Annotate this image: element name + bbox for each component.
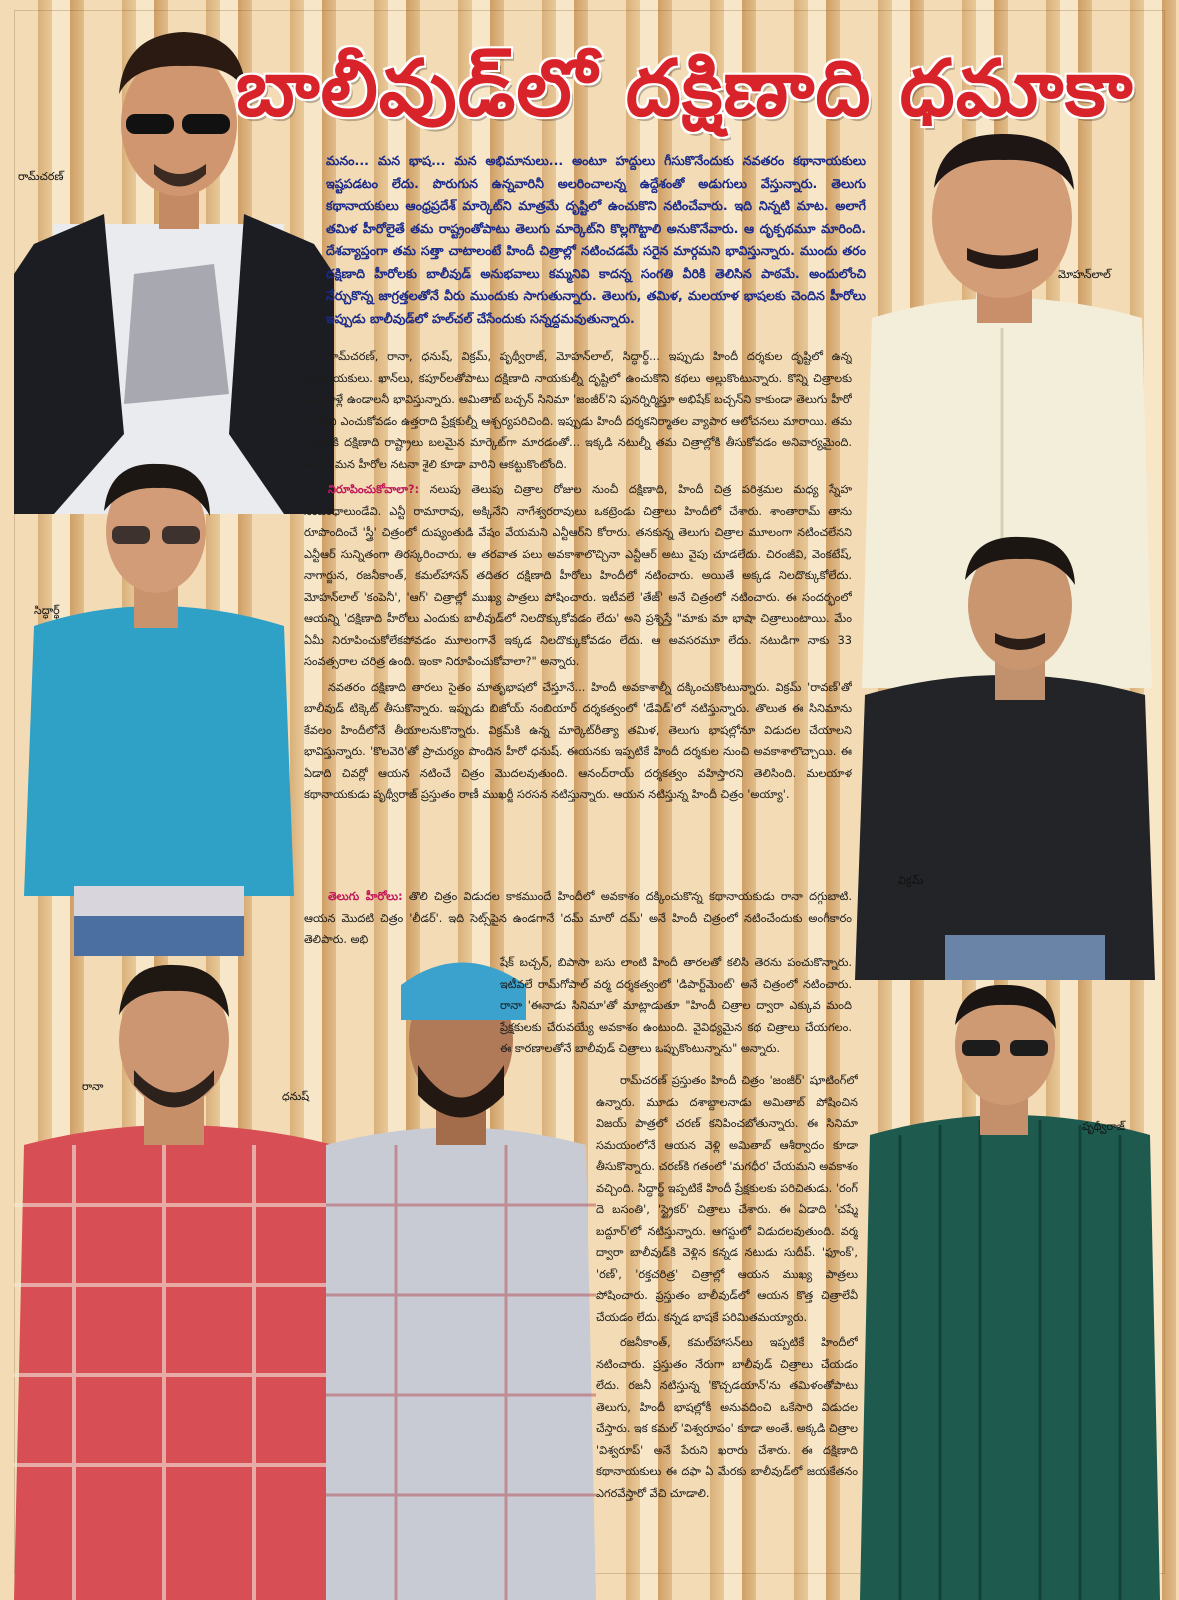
article-paragraph: షేక్‌ బచ్చన్‌, బిపాసా బసు లాంటి హిందీ తారలతో కలిసి తెరను పంచుకొన్నారు. ఇటీవలే రామ్‌గోపాల్‌ వర్మ దర్శకత్వంలో 'డిపార్ట్‌మెంట్‌' అనే చిత్రంలో నటించారు. రానా 'ఈనాడు సినిమా'తో మాట్లాడుతూ "హిందీ చిత్రాల ద్వారా ఎక్కువ మంది ప్రేక్షకులకు చేరువయ్యే అవకాశం ఉంటుంది. వైవిధ్యమైన కథ చిత్రాలు చేయగలం. ఈ కారణాలతోనే బాలీవుడ్‌ చిత్రాలు ఒప్పుకొంటున్నాను" అన్నారు. <box>500 956 852 1055</box>
subhead-niroopinchukovala: నిరూపించుకోవాలా?: <box>328 483 420 496</box>
caption-ramcharan: రామ్‌చరణ్‌ <box>18 170 64 183</box>
article-paragraph: రామ్‌చరణ్‌ ప్రస్తుతం హిందీ చిత్రం 'జంజీర్‌' షూటింగ్‌లో ఉన్నారు. మూడు దశాబ్దాలనాడు అమితాబ్‌ పోషించిన విజయ్‌ పాత్రలో చరణ్‌ కనిపించబోతున్నారు. ఈ సినిమా సమయంలోనే ఆయన వెళ్లి అమితాబ్‌ ఆశీర్వాదం కూడా తీసుకొన్నారు. చరణ్‌కి గతంలో 'మగధీర' చేయమని అవకాశం వచ్చింది. సిద్ధార్థ్‌ ఇప్పటికే హిందీ ప్రేక్షకులకు పరిచితుడు. 'రంగ్‌ దె బసంతి', 'స్ట్రైకర్‌' చిత్రాలు చేశారు. ఈ ఏడాది 'చష్మే బద్దూర్‌'లో నటిస్తున్నారు. ఆగస్టులో విడుదలవుతుంది. వర్మ ద్వారా బాలీవుడ్‌కి వెళ్లిన కన్నడ నటుడు సుదీప్‌. 'ఫూంక్‌', 'రణ్‌', 'రక్తచరిత్ర' చిత్రాల్లో ఆయన ముఖ్య పాత్రలు పోషించారు. ప్రస్తుతం బాలీవుడ్‌లో ఆయన కొత్త చిత్రాలేవీ చేయడం లేదు. కన్నడ భాషకే పరిమితమయ్యారు. <box>596 1074 858 1324</box>
article-paragraph: రజనీకాంత్‌, కమల్‌హాసన్‌లు ఇప్పటికే హిందీలో నటించారు. ప్రస్తుతం నేరుగా బాలీవుడ్‌ చిత్రాలు చేయడం లేదు. రజనీ నటిస్తున్న 'కొచ్చడయాన్‌'ను తమిళంతోపాటు తెలుగు, హిందీ భాషల్లోకీ అనువదించి ఒకేసారి విడుదల చేస్తారు. ఇక కమల్‌ 'విశ్వరూపం' కూడా అంతే. అక్కడి చిత్రాల 'విశ్వరూప్‌' అనే పేరుని ఖరారు చేశారు. ఈ దక్షిణాది కథానాయకులు ఈ దఫా ఏ మేరకు బాలీవుడ్‌లో జయకేతనం ఎగరవేస్తారో వేచి చూడాలి. <box>596 1336 858 1500</box>
caption-vikram: విక్రమ్‌ <box>898 874 924 887</box>
photo-siddharth <box>14 456 304 956</box>
intro-paragraph: మనం... మన భాష... మన అభిమానులు... అంటూ హద్దులు గీసుకొనేందుకు నవతరం కథానాయకులు ఇష్టపడటం లేదు. పొరుగున ఉన్నవారినీ అలరించాలన్న ఉద్దేశంతో అడుగులు వేస్తున్నారు. తెలుగు కథానాయకులు ఆంధ్రప్రదేశ్‌ మార్కెట్‌ని మాత్రమే దృష్టిలో ఉంచుకొని నటించేవారు. ఇది నిన్నటి మాట. అలాగే తమిళ హీరోలైతే తమ రాష్ట్రంతోపాటు తెలుగు మార్కెట్‌ని కొల్లగొట్టాలి అనుకొనేవారు. ఆ దృక్పథమూ మారింది. దేశవ్యాప్తంగా తమ సత్తా చాటాలంటే హిందీ చిత్రాల్లో నటించడమే సరైన మార్గమని భావిస్తున్నారు. ముందు తరం దక్షిణాది హీరోలకు బాలీవుడ్‌ అనుభవాలు కమ్మనివి కాదన్న సంగతి వీరికి తెలిసిన పాఠమే. అందులోంచి నేర్చుకొన్న జాగ్రత్తలతోనే వీరు ముందుకు సాగుతున్నారు. తెలుగు, తమిళ, మలయాళ భాషలకు చెందిన హీరోలు ఇప్పుడు బాలీవుడ్‌లో హల్‌చల్‌ చేసేందుకు సన్నద్ధమవుతున్నారు. <box>326 153 866 326</box>
article-column-upper <box>304 346 852 891</box>
article-paragraph <box>304 886 852 951</box>
article-paragraph: నవతరం దక్షిణాది తారలు సైతం మాతృభాషలో చేస్తూనే... హిందీ అవకాశాల్నీ దక్కించుకొంటున్నారు. విక్రమ్‌ 'రావణ్‌'తో బాలీవుడ్‌ టిక్కెట్‌ తీసుకొన్నారు. ఇప్పుడు బిజోయ్‌ నంబియార్‌ దర్శకత్వంలో 'డేవిడ్‌'లో నటిస్తున్నారు. తొలుత ఈ సినిమాను కేవలం హిందీలోనే తీయాలనుకొన్నారు. విక్రమ్‌కి ఉన్న మార్కెట్‌రీత్యా తమిళ, తెలుగు భాషల్లోనూ విడుదల చేయాలని భావిస్తున్నారు. 'కొలవెరి'తో ప్రాచుర్యం పొందిన హీరో ధనుష్‌. ఈయనకు ఇప్పటికే హిందీ దర్శకుల నుంచి అవకాశాలొచ్చాయి. ఈ ఏడాది చివర్లో ఆయన నటించే చిత్రం మొదలవుతుంది. ఆనంద్‌రాయ్‌ దర్శకత్వం వహిస్తారని తెలిసింది. మలయాళ కథానాయకుడు పృథ్వీరాజ్‌ ప్రస్తుతం రాణీ ముఖర్జీ సరసన నటిస్తున్నారు. ఆయన నటిస్తున్న హిందీ చిత్రం 'అయ్యా'. <box>304 680 852 801</box>
caption-dhanush: ధనుష్‌ <box>282 1090 310 1103</box>
caption-prithviraj: పృథ్వీరాజ్‌ <box>1082 1120 1125 1133</box>
article-column-middle <box>500 952 852 1070</box>
subhead-telugu-heroes: తెలుగు హీరోలు: <box>328 890 403 903</box>
photo-prithviraj <box>860 985 1160 1600</box>
caption-siddharth: సిద్ధార్థ్‌ <box>34 604 60 617</box>
photo-vikram <box>845 535 1160 980</box>
article-column-telugu-heroes <box>304 886 852 952</box>
article-column-lower <box>596 1070 858 1595</box>
article-paragraph: రామ్‌చరణ్‌, రానా, ధనుష్‌, విక్రమ్‌, పృథ్వీరాజ్‌, మోహన్‌లాల్‌, సిద్ధార్థ్‌... ఇప్పుడు హిందీ దర్శకుల దృష్టిలో ఉన్న కథానాయకులు. ఖాన్‌లు, కపూర్‌లతోపాటు దక్షిణాది నాయకుల్నీ దృష్టిలో ఉంచుకొని కథలు అల్లుకొంటున్నారు. కొన్ని చిత్రాలకు మనవాళ్లే ఉండాలనీ భావిస్తున్నారు. అమితాబ్‌ బచ్చన్‌ సినిమా 'జంజీర్‌'ని పునర్నిర్మిస్తూ అభిషేక్‌ బచ్చన్‌ని కాకుండా తెలుగు హీరో చరణ్‌ని ఎంచుకోవడం ఉత్తరాది ప్రేక్షకుల్నీ ఆశ్చర్యపరిచింది. ఇప్పుడు హిందీ దర్శకనిర్మాతల వ్యాపార ఆలోచనలు మారాయి. తమ చిత్రాలకి దక్షిణాది రాష్ట్రాలు బలమైన మార్కెట్‌గా మారడంతో... ఇక్కడి నటుల్నీ తమ చిత్రాల్లోకి తీసుకోవడం అనివార్యమైంది. అలాగే మన హీరోల నటనా శైలి కూడా వారిని ఆకట్టుకొంటోంది. <box>304 350 852 471</box>
paragraph-text: తొలి చిత్రం విడుదల కాకముందే హిందీలో అవకాశం దక్కించుకొన్న కథానాయకుడు రానా దగ్గుబాటి. ఆయన మొదటి చిత్రం 'లీడర్‌'. ఇది సెట్స్‌పైన ఉండగానే 'దమ్‌ మారో దమ్‌' అనే హిందీ చిత్రంలో నటించేందుకు అంగీకారం తెలిపారు. అభి <box>304 890 852 946</box>
photo-rana <box>14 955 344 1600</box>
article-paragraph <box>304 479 852 673</box>
caption-rana: రానా <box>82 1080 104 1093</box>
headline: బాలీవుడ్‌లో దక్షిణాది ధమాకా <box>236 44 1134 134</box>
caption-mohanlal: మోహన్‌లాల్‌ <box>1058 268 1111 281</box>
paragraph-text: నలుపు తెలుపు చిత్రాల రోజుల నుంచీ దక్షిణాది, హిందీ చిత్ర పరిశ్రమల మధ్య స్నేహ సంబంధాలుండేవి. ఎన్టీ రామారావు, అక్కినేని నాగేశ్వరరావులు ఒకట్రెండు చిత్రాలు హిందీలో చేశారు. శాంతారామ్‌ తాను రూపొందించే 'స్త్రీ' చిత్రంలో దుష్యంతుడి వేషం వేయమని ఎన్టీఆర్‌ని కోరారు. తనకున్న తెలుగు చిత్రాల మూలంగా నటించలేనని ఎన్టీఆర్‌ సున్నితంగా తిరస్కరించారు. ఆ తరవాత పలు అవకాశాలొచ్చినా ఎన్టీఆర్‌ అటు వైపు చూడలేదు. చిరంజీవి, వెంకటేష్‌, నాగార్జున, రజనీకాంత్‌, కమల్‌హాసన్‌ తదితర దక్షిణాది హీరోలు హిందీలో నటించారు. అయితే అక్కడ నిలదొక్కుకోలేదు. మోహన్‌లాల్‌ 'కంపెనీ', 'ఆగ్‌' చిత్రాల్లో ముఖ్య పాత్రలు పోషించారు. ఇటీవలే 'తేజ్‌' అనే చిత్రంలో నటించారు. ఈ సందర్భంలో ఆయన్ని 'దక్షిణాది హీరోలు ఎందుకు బాలీవుడ్‌లో నిలదొక్కుకోవడం లేదు' అని ప్రశ్నిస్తే "మాకు మా భాషా చిత్రాలుంటాయి. మేం ఏమీ నిరూపించుకోలేకపోవడం మూలంగానే ఇక్కడ నిలదొక్కుకోవడం లేదు. ఆ అవసరమూ లేదు. నటుడిగా నాకు 33 సంవత్సరాల చరిత్ర ఉంది. ఇంకా నిరూపించుకోవాలా?" అన్నారు. <box>304 483 852 668</box>
